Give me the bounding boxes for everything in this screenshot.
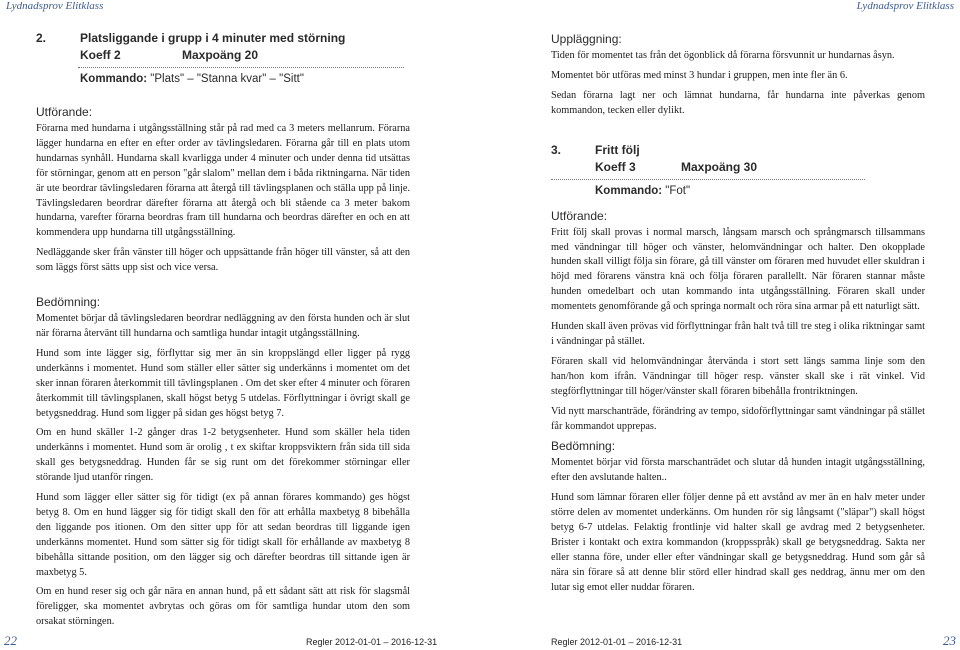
kommando-label: Kommando:: [595, 184, 663, 197]
footer-rule-right: Regler 2012-01-01 – 2016-12-31: [551, 637, 683, 647]
utforande-paragraph: Nedläggande sker från vänster till höger och uppsättande från höger till vänster, så att den som läggs först sätts upp sist och vice versa.: [36, 247, 410, 274]
exercise-2-meta: [36, 47, 410, 64]
exercise-number: 2.: [36, 31, 47, 45]
page-number-left: 22: [4, 633, 17, 648]
kommando-line: [80, 71, 410, 87]
bedomning-paragraph: Hund som inte lägger sig, förflyttar sig mer än sin kroppslängd eller ligger på rygg underkänns i momentet. Hund som ställer eller sätter sig underkänns i momentet om det sker innan föraren återkommit till tävlingsplanen . Om det sker efter 4 minuter och föraren återkommit till tävlingsplanen, skall högst betyg 5 utdelas. Förflyttningar i övrigt skall ge betygsneddrag. Hund som ligger på sidan ges högst betyg 7.: [36, 347, 410, 419]
exercise-3-meta: [551, 159, 925, 176]
upplaggning-paragraph: Momentet bör utföras med minst 3 hundar i gruppen, men inte fler än 6.: [551, 69, 848, 81]
page-number-right: 23: [943, 633, 956, 648]
bedomning-paragraph: Hund som lägger eller sätter sig för tidigt (ex på annan förares kommando) ges högst betyg 8. Om en hund lägger sig för tidigt skall den för att erhålla maxbetyg 8 bibehålla den liggande pos itionen. Om den sitter upp för att sedan beordras till liggande igen underkänns momentet. Hund som sätter sig för tidigt skall för erhållande av maxbetyg 8 bibehålla sittande position, om den lägger sig och därefter beordras till sittande igen är maxbetyg 5.: [36, 492, 410, 578]
bedomning-paragraph: Hund som lämnar föraren eller följer denne på ett avstånd av mer än en halv meter under större delen av momentet underkänns. Om hunden rör sig långsamt ("släpar") skall högst betyg 6-7 utdelas. Felaktig frontlinje vid halter skall ge avdrag med 2 betygsenheter. Brister i kontakt och extra kommandon (kroppsspråk) skall ge betygsneddrag. Sakta ner eller stanna före, under eller efter vändningar skall ge betygsneddrag. Hund som går så nära sin förare så att denne blir störd eller hindrad skall ges neddrag, ännu mer om den lutar sig emot eller nuddar föraren.: [551, 492, 925, 593]
upplaggning-paragraph: Sedan förarna lagt ner och lämnat hundarna, får hundarna inte påverkas genom kommandon, tecken eller dylikt.: [551, 89, 925, 116]
running-header-left: Lydnadsprov Elitklass: [6, 0, 104, 12]
exercise-number: 3.: [551, 142, 562, 157]
dotted-divider: [551, 179, 865, 180]
utforande-paragraph: Föraren skall vid helomvändningar återvända i stort sett längs samma linje som den han/hon kom ifrån. Vändningar till höger resp. vänster skall ske i rät vinkel. Vid stegförflyttningar till höger/vänster skall föraren bibehålla frontriktningen.: [551, 355, 925, 397]
utforande-paragraph: Fritt följ skall provas i normal marsch, långsam marsch och språngmarsch tillsammans med vändningar till höger och vänster, helomvändningar och halter. Den okopplade hunden skall villigt följa sin förare, gå till vänster om föraren med huvudet eller skuldran i höjd med förarens vänstra knä och följa föraren parallellt. När föraren stannar måste hunden omedelbart och utan kommando inta utgångsställning. Föraren skall under momentets genomförande gå och springa normalt och röra sina armar på ett naturligt sätt.: [551, 226, 925, 313]
utforande-paragraph: Vid nytt marschanträde, förändring av tempo, sidoförflyttningar samt vändningar på stället får kommandot upprepas.: [551, 405, 925, 432]
exercise-2-heading: [36, 30, 410, 47]
exercise-title: Platsliggande i grupp i 4 minuter med störning: [80, 31, 346, 45]
bedomning-label: Bedömning:: [551, 439, 616, 454]
bedomning-paragraph: Momentet börjar vid första marschanträdet och slutar då hunden intagit utgångsställning, efter den avslutande halten..: [551, 457, 925, 484]
koeff-value: Koeff 2: [80, 48, 121, 62]
kommando-text: "Fot": [665, 184, 691, 197]
maxpoang-value: Maxpoäng 30: [681, 159, 758, 174]
utforande-label: Utförande:: [551, 208, 608, 223]
kommando-line: [595, 183, 925, 199]
exercise-title: Fritt följ: [595, 142, 640, 157]
koeff-value: Koeff 3: [595, 159, 636, 174]
maxpoang-value: Maxpoäng 20: [182, 48, 259, 62]
running-header-right: Lydnadsprov Elitklass: [856, 0, 954, 12]
utforande-paragraph: Hunden skall även prövas vid förflyttningar från halt två till tre steg i olika riktningar samt i vändningar på stället.: [551, 321, 925, 347]
utforande-paragraph: Förarna med hundarna i utgångsställning står på rad med ca 3 meters mellanrum. Förarna lägger hundarna en efter en efter order av tävlingsledaren. Förarna går till en plats utom hundarnas synhåll. Hundarna skall kvarligga under 4 minuter och under denna tid utsättas för störningar, genom att en person "går slalom" mellan dem i båda riktningarna. När tiden är ute beordrar tävlingsledaren förarna att återgå till tävlingsplanen och ställa upp på linje. Tävlingsledaren beordrar därefter förarna att återgå och bli stående ca 3 meter bakom hundarna, varefter förarna beordras fram till hundarna och beordras därefter en och en att kommendera upp hundarna till utgångsställning.: [36, 123, 410, 239]
bedomning-paragraph: Momentet börjar då tävlingsledaren beordrar nedläggning av den första hunden och är slut när förarna återvänt till hundarna och samtliga hundar intagit utgångsställning.: [36, 313, 410, 339]
kommando-text: "Plats" – "Stanna kvar" – "Sitt": [150, 73, 304, 85]
upplaggning-label: Uppläggning:: [551, 32, 622, 46]
upplaggning-paragraph: Tiden för momentet tas från det ögonblick då förarna försvunnit ur hundarnas åsyn.: [551, 50, 895, 61]
dotted-divider: [78, 67, 404, 68]
bedomning-paragraph: Om en hund reser sig och går nära en annan hund, på ett sådant sätt att risk för slagsmål föreligger, ska momentet avbrytas och göras om för samtliga hundar utom den som orsakat störningen.: [36, 586, 410, 628]
bedomning-label: Bedömning:: [36, 295, 101, 310]
right-page-column: [551, 30, 925, 601]
kommando-label: Kommando:: [80, 73, 148, 85]
footer-rule-left: Regler 2012-01-01 – 2016-12-31: [306, 637, 438, 647]
bedomning-paragraph: Om en hund skäller 1-2 gånger dras 1-2 betygsenheter. Hund som skäller hela tiden underkänns i momentet. Hund som är orolig , t ex skiftar kroppsviktern från sida till sida skall ges betygsneddrag. Hunden får se sig runt om det förekommer störningar eller störande ljud utanför ringen.: [36, 427, 410, 484]
left-page-column: [36, 30, 410, 635]
exercise-3-heading: [551, 142, 925, 159]
utforande-label: Utförande:: [36, 105, 93, 119]
